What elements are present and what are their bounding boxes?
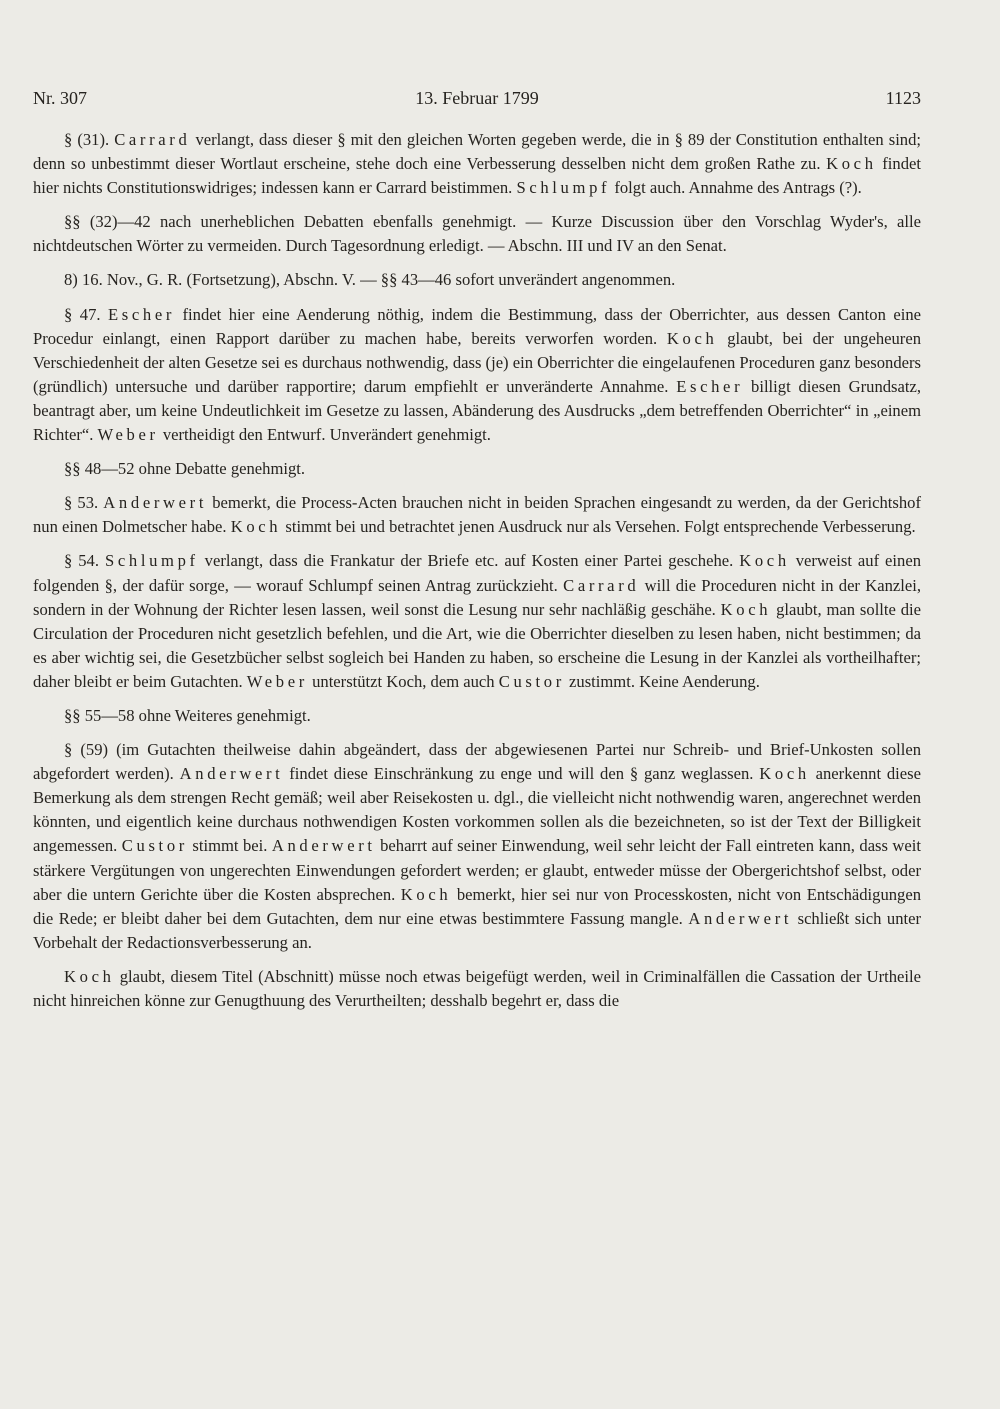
page-number: 1123 [885, 88, 921, 108]
speaker-name: Koch [739, 551, 790, 571]
paragraph-sections-48-52: §§ 48—52 ohne Debatte genehmigt. [64, 459, 306, 479]
speaker-name: Weber [246, 671, 308, 691]
speaker-name: Carrard [114, 130, 191, 149]
speaker-name: Anderwert [688, 908, 793, 928]
speaker-name: Escher [107, 304, 176, 324]
speaker-name: Koch [400, 884, 452, 904]
speaker-name: Koch [720, 599, 772, 619]
speaker-name: Custor [121, 836, 188, 856]
paragraph-sections-32-42: §§ (32)—42 nach unerheblichen Debatten ebenfalls genehmigt. — Kurze Discussion über den Vorschlag Wyder's, alle nichtdeutschen Wörter zu vermeiden. Durch Tagesordnung erledigt. — Abschn. III und IV an den Senat. [33, 212, 921, 256]
paragraph-koch-cassation: Koch glaubt, diesem Titel (Abschnitt) müsse noch etwas beigefügt werden, weil in Criminalfällen die Cassation der Urtheile nicht hinreichen könne zur Genugthuung des Verurtheilten; desshalb begehrt er, dass die [33, 966, 921, 1010]
speaker-name: Koch [759, 764, 810, 784]
paragraph-section-53: § 53. Anderwert bemerkt, die Process-Acten brauchen nicht in beiden Sprachen eingesandt zu werden, da der Gerichtshof nun einen Dolmetscher habe. Koch stimmt bei und betrachtet jenen Ausdruck nur als Versehen. Folgt entsprechende Verbesserung. [33, 493, 921, 537]
speaker-name: Weber [97, 425, 159, 445]
speaker-name: Anderwert [103, 493, 208, 513]
paragraph-section-31: § (31). Carrard verlangt, dass dieser § mit den gleichen Worten gegeben werde, die in § 89 der Constitution enthalten sind; denn so unbestimmt dieser Wortlaut erscheine, stehe doch eine Verbesserung desselben nicht dem großen Rathe zu. Koch findet hier nichts Constitutionswidriges; indessen kann er Carrard beistimmen. Schlumpf folgt auch. Annahme des Antrags (?). [33, 130, 922, 198]
paragraph-section-47: § 47. Escher findet hier eine Aenderung nöthig, indem die Bestimmung, dass der Oberrichter, aus dessen Canton eine Procedur einlangt, einen Rapport darüber zu machen habe, bereits verworfen worden. Koch glaubt, bei der ungeheuren Verschiedenheit der alten Gesetze sei es durchaus nothwendig, dass (je) ein Oberrichter die eingelaufenen Proceduren ganz besonders (gründlich) untersuche und darüber rapportire; darum empfiehlt er unveränderte Annahme. Escher billigt diesen Grundsatz, beantragt aber, um keine Undeutlichkeit im Gesetze zu lassen, Abänderung des Ausdrucks „dem betreffenden Oberrichter“ in „einem Richter“. Weber vertheidigt den Entwurf. Unverändert genehmigt. [33, 304, 921, 445]
speaker-name: Anderwert [271, 836, 376, 856]
speaker-name: Koch [826, 154, 877, 174]
paragraph-section-59: § (59) (im Gutachten theilweise dahin abgeändert, dass der abgewiesenen Partei nur Schreib- und Brief-Unkosten sollen abgefordert werden). Anderwert findet diese Einschränkung zu enge und will den § ganz weglassen. Koch anerkennt diese Bemerkung als dem strengen Recht gemäß; weil aber Reisekosten u. dgl., die vielleicht nicht nothwendig waren, angerechnet werden könnten, und eigentlich keine durchaus nothwendigen Kosten vorkommen sollen als die bezeichneten, so ist der Text der Billigkeit angemessen. Custor stimmt bei. Anderwert beharrt auf seiner Einwendung, weil sehr leicht der Fall eintreten kann, dass weit stärkere Vergütungen von ungerechten Einwendungen gefordert werden; er glaubt, entweder müsse der Obergerichtshof selbst, oder aber die untern Gerichte über die Kosten absprechen. Koch bemerkt, hier sei nur von Processkosten, nicht von Entschädigungen die Rede; er bleibt daher bei dem Gutachten, dem nur eine etwas bestimmtere Fassung mangle. Anderwert schließt sich unter Vorbehalt der Redactionsverbesserung an. [33, 740, 921, 952]
speaker-name: Schlumpf [104, 551, 199, 571]
speaker-name: Koch [230, 517, 282, 537]
speaker-name: Carrard [563, 575, 640, 595]
page-header [33, 88, 921, 116]
page-date: 13. Februar 1799 [415, 88, 539, 108]
speaker-name: Anderwert [179, 764, 284, 784]
paragraph-sections-55-58: §§ 55—58 ohne Weiteres genehmigt. [64, 705, 311, 725]
paragraph-session-heading: 8) 16. Nov., G. R. (Fortsetzung), Abschn. V. — §§ 43—46 sofort unverändert angenommen. [64, 270, 676, 290]
speaker-name: Koch [666, 328, 718, 348]
speaker-name: Escher [676, 376, 744, 396]
document-number: Nr. 307 [33, 88, 87, 108]
page-body [33, 128, 921, 1023]
paragraph-section-54: § 54. Schlumpf verlangt, dass die Frankatur der Briefe etc. auf Kosten einer Partei geschehe. Koch verweist auf einen folgenden §, der dafür sorge, — worauf Schlumpf seinen Antrag zurückzieht. Carrard will die Proceduren nicht in der Kanzlei, sondern in der Wohnung der Richter lesen lassen, weil sonst die Lesung nur sehr nachläßig geschähe. Koch glaubt, man sollte die Circulation der Proceduren nicht gesetzlich befehlen, und die Art, wie die Oberrichter dieselben zu lesen haben, nicht bestimmen; da es aber wichtig sei, die Gesetzbücher selbst sogleich bei Handen zu haben, so erscheine die Lesung in der Kanzlei als vortheilhafter; daher bleibt er beim Gutachten. Weber unterstützt Koch, dem auch Custor zustimmt. Keine Aenderung. [33, 551, 921, 691]
speaker-name: Schlumpf [516, 178, 611, 198]
speaker-name: Koch [64, 966, 115, 986]
speaker-name: Custor [498, 671, 565, 691]
